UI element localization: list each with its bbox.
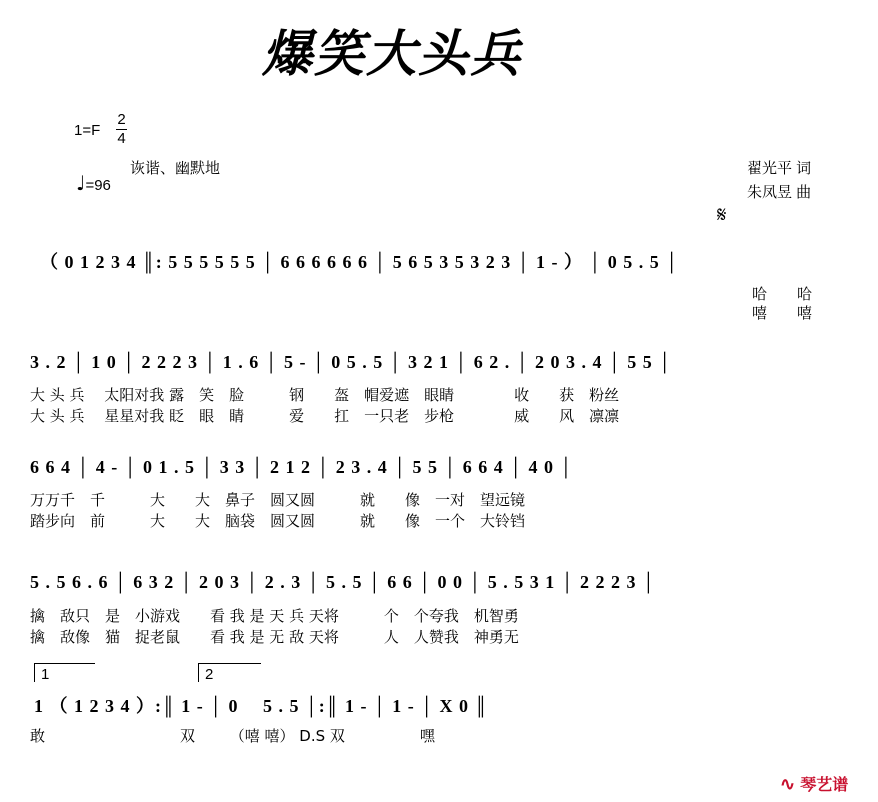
- key-signature: 1=F: [74, 122, 101, 139]
- notation-line-5: 1 （ 1 2 3 4 ）:║ 1 - │ 0 5 . 5 │:║ 1 - │ 1 - │ X 0 ║: [34, 696, 489, 716]
- segno-icon: 𝄋: [717, 203, 727, 228]
- brand-watermark: [780, 772, 848, 795]
- style-marking: 诙谐、幽默地: [130, 160, 221, 177]
- lyrics-line-5: 敢 双 （嘻 嘻） D.S 双 嘿: [30, 727, 435, 745]
- brand-name: 琴艺谱: [800, 775, 849, 794]
- qinyipu-logo-icon: ∿: [780, 774, 796, 795]
- second-ending-number: 2: [205, 666, 214, 683]
- lyrics-line-2-verse-1: 大 头 兵 太阳对我 露 笑 脸 钢 盔 帽爱遮 眼睛 收 获 粉丝: [30, 386, 620, 404]
- song-title: 爆笑大头兵: [262, 24, 522, 83]
- lyrics-line-3-verse-1: 万万千 千 大 大 鼻子 圆又圆 就 像 一对 望远镜: [30, 491, 526, 509]
- second-ending-bracket: [198, 663, 261, 682]
- notation-line-3: 6 6 4 │ 4 - │ 0 1 . 5 │ 3 3 │ 2 1 2 │ 2 3 . 4 │ 5 5 │ 6 6 4 │ 4 0 │: [30, 457, 574, 477]
- time-signature-top: 2: [117, 111, 126, 128]
- quarter-note-icon: ♩: [76, 171, 86, 195]
- lyrics-line-1-verse-1: 哈 哈: [752, 285, 813, 303]
- lyrics-line-1-verse-2: 嘻 嘻: [752, 304, 813, 322]
- lyricist-credit: 翟光平 词: [747, 160, 812, 177]
- lyrics-line-4-verse-2: 擒 敌像 猫 捉老鼠 看 我 是 无 敌 天将 人 人赞我 神勇无: [30, 628, 519, 646]
- lyrics-line-2-verse-2: 大 头 兵 星星对我 眨 眼 睛 爱 扛 一只老 步枪 威 风 凛凛: [30, 407, 620, 425]
- composer-credit: 朱凤昱 曲: [747, 184, 812, 201]
- notation-line-1: （ 0 1 2 3 4 ║: 5 5 5 5 5 5 │ 6 6 6 6 6 6 │ 5 6 5 3 5 3 2 3 │ 1 - ） │ 0 5 . 5 │: [40, 252, 680, 272]
- notation-line-4: 5 . 5 6 . 6 │ 6 3 2 │ 2 0 3 │ 2 . 3 │ 5 . 5 │ 6 6 │ 0 0 │ 5 . 5 3 1 │ 2 2 2 3 │: [30, 572, 656, 592]
- tempo-marking: [76, 171, 111, 195]
- first-ending-bracket: [34, 663, 95, 682]
- tempo-value: =96: [85, 177, 111, 194]
- time-signature-bottom: 4: [117, 130, 126, 147]
- first-ending-number: 1: [41, 666, 50, 683]
- lyrics-line-4-verse-1: 擒 敌只 是 小游戏 看 我 是 天 兵 天将 个 个夸我 机智勇: [30, 607, 519, 625]
- notation-line-2: 3 . 2 │ 1 0 │ 2 2 2 3 │ 1 . 6 │ 5 - │ 0 5 . 5 │ 3 2 1 │ 6 2 . │ 2 0 3 . 4 │ 5 5 │: [30, 352, 673, 372]
- lyrics-line-3-verse-2: 踏步向 前 大 大 脑袋 圆又圆 就 像 一个 大铃铛: [30, 512, 526, 530]
- time-signature: [116, 111, 127, 148]
